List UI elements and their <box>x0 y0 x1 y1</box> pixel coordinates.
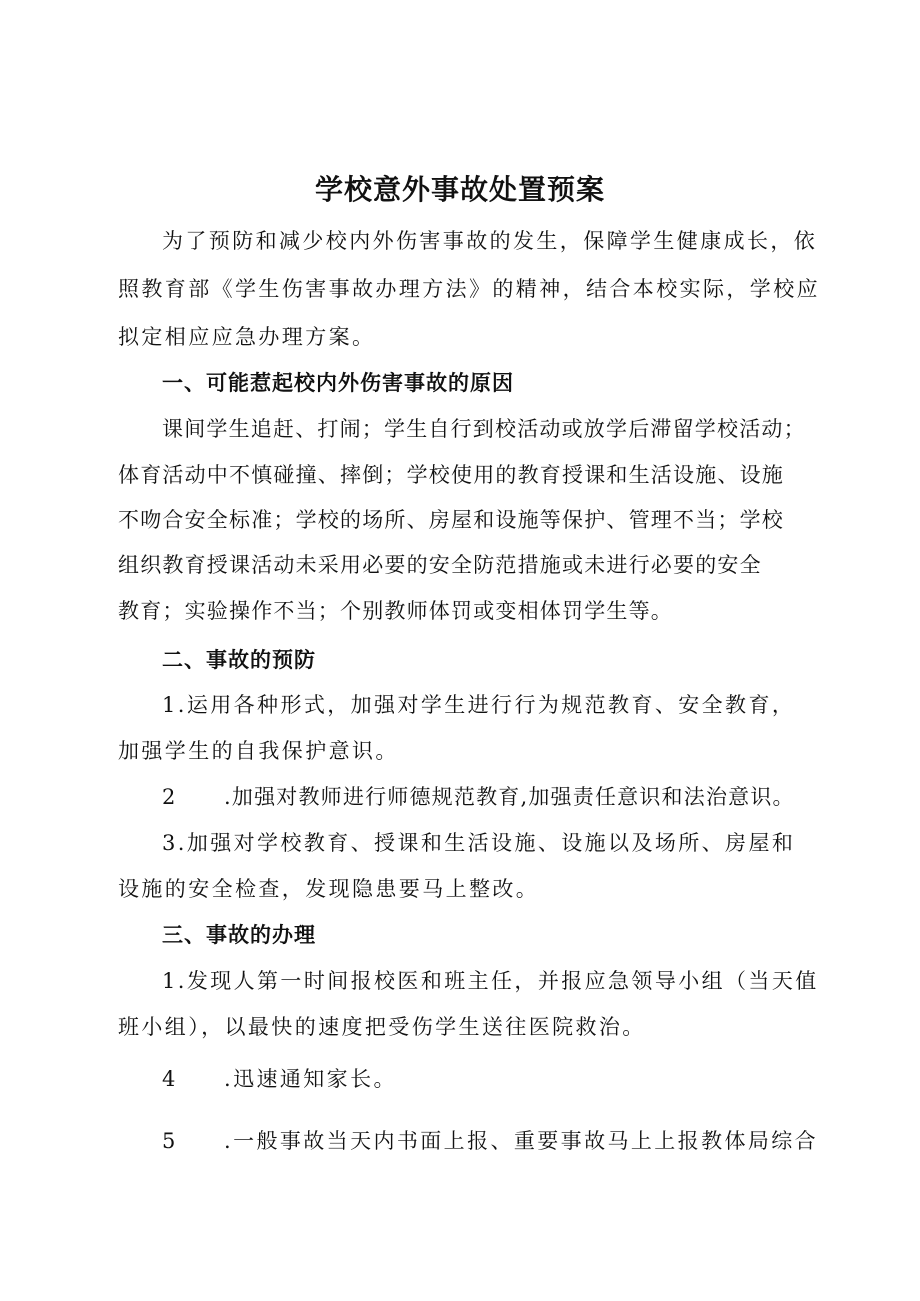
section-2-item-1-line-2: 加强学生的自我保护意识。 <box>118 739 399 763</box>
item-text: .加强对教师进行师德规范教育,加强责任意识和法治意识。 <box>224 785 795 809</box>
intro-line-1: 为了预防和减少校内外伤害事故的发生，保障学生健康成长，依 <box>162 229 818 253</box>
item-number: 5 <box>162 1129 178 1153</box>
section-1-line-1: 课间学生追赶、打闹；学生自行到校活动或放学后滞留学校活动； <box>162 417 806 441</box>
section-3-item-1-line-2: 班小组），以最快的速度把受伤学生送往医院救治。 <box>118 1015 646 1039</box>
section-3-item-1: 1.发现人第一时间报校医和班主任，并报应急领导小组（当天值 <box>162 969 819 993</box>
section-1-heading: 一、可能惹起校内外伤害事故的原因 <box>162 371 514 395</box>
section-2-item-3-line-2: 设施的安全检查，发现隐患要马上整改。 <box>118 877 540 901</box>
section-2-item-3 <box>162 828 795 858</box>
section-3-item-5 <box>162 1126 818 1156</box>
section-1-line-4: 组织教育授课活动未采用必要的安全防范措施或未进行必要的安全 <box>118 553 762 577</box>
section-3-heading: 三、事故的办理 <box>162 923 316 947</box>
section-1-line-5: 教育；实验操作不当；个别教师体罚或变相体罚学生等。 <box>118 599 673 623</box>
item-number: 3 <box>162 831 178 855</box>
section-2-item-2 <box>162 782 795 812</box>
section-2-heading: 二、事故的预防 <box>162 648 316 672</box>
document-title: 学校意外事故处置预案 <box>314 173 605 206</box>
intro-line-3: 拟定相应应急办理方案。 <box>118 325 376 349</box>
section-3-item-4 <box>162 1064 397 1094</box>
item-text: .运用各种形式，加强对学生进行行为规范教育、安全教育， <box>177 693 796 717</box>
intro-line-2: 照教育部《学生伤害事故办理方法》的精神，结合本校实际，学校应 <box>118 277 820 301</box>
item-number: 1 <box>162 693 178 717</box>
section-1-line-3: 不吻合安全标准；学校的场所、房屋和设施等保护、管理不当；学校 <box>118 508 784 532</box>
item-number: 2 <box>162 785 177 809</box>
section-2-item-1 <box>162 690 795 720</box>
item-text: .一般事故当天内书面上报、重要事故马上上报教体局综合 <box>224 1129 819 1153</box>
section-1-line-2: 体育活动中不慎碰撞、摔倒；学校使用的教育授课和生活设施、设施 <box>118 463 784 487</box>
item-text: .加强对学校教育、授课和生活设施、设施以及场所、房屋和 <box>177 831 796 855</box>
item-text: .迅速通知家长。 <box>224 1067 397 1091</box>
item-number: 4 <box>162 1067 178 1091</box>
